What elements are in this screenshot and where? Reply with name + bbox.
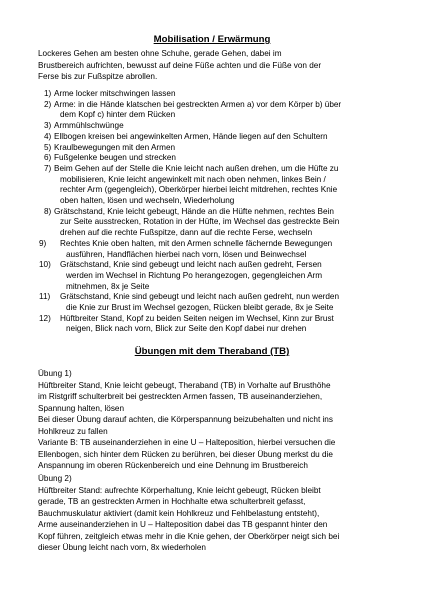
list-item: [38, 132, 408, 143]
item-text: Beim Gehen auf der Stelle die Knie leicht nach außen drehen, um die Hüfte zu: [54, 163, 339, 173]
item-text: Arme locker mitschwingen lassen: [54, 89, 176, 98]
item-text: Grätschstand, Knie sind gebeugt und leicht nach außen gedreht, Fersen: [60, 260, 322, 270]
item-text: dem Kopf c) hinter dem Rücken: [60, 110, 176, 120]
item-text: Armmühlschwünge: [54, 121, 124, 131]
list-item: [38, 89, 408, 100]
item-text: neigen, Blick nach vorn, Blick zur Seite den Kopf dabei nur drehen: [66, 324, 307, 334]
mobilisation-intro: [38, 48, 398, 83]
exercise-line: Variante B: TB auseinanderziehen in eine U – Halteposition, hierbei versuchen die: [38, 438, 336, 447]
exercise-line: Arme auseinanderziehen in U – Halteposition dabei das TB gespannt hinter den: [38, 520, 328, 529]
item-text: mobilisieren, Knie leicht angewinkelt mit nach oben nehmen, linkes Bein /: [60, 174, 326, 184]
exercise-label: Übung 1): [38, 369, 72, 378]
list-item: [38, 260, 408, 292]
item-text: Kraulbewegungen mit den Armen: [54, 142, 176, 152]
item-number: 7): [44, 163, 52, 173]
exercise-line: Hohlkreuz zu fallen: [38, 426, 108, 436]
item-text: Fußgelenke beugen und strecken: [54, 153, 176, 163]
item-number: 10): [39, 260, 51, 270]
item-text: mitnehmen, 8x je Seite: [66, 281, 150, 291]
exercise-2: [38, 473, 398, 554]
item-text: Arme: in die Hände klatschen bei gestreckten Armen a) vor dem Körper b) über: [54, 99, 342, 109]
item-text: Grätschstand, Knie sind gebeugt und leicht nach außen gedreht, nun werden: [60, 292, 340, 302]
item-text: oben halten, lösen und wechseln, Wiederholung: [60, 196, 235, 206]
exercise-line: dieser Übung leicht nach vorn, 8x wiederholen: [38, 543, 206, 552]
item-text: die Knie zur Brust im Wechsel gezogen, Rücken bleibt gerade, 8x je Seite: [66, 303, 334, 313]
exercise-line: im Ristgriff schulterbreit bei gestreckten Armen fassen, TB auseinanderziehen,: [38, 392, 323, 401]
item-number: 5): [44, 142, 52, 152]
list-item: [38, 207, 408, 239]
list-item: [38, 292, 408, 313]
item-text: werden im Wechsel in Richtung Po herangezogen, gegengleichen Arm: [66, 270, 323, 280]
intro-line: Lockeres Gehen am besten ohne Schuhe, gerade Gehen, dabei im: [38, 49, 282, 58]
list-item: [38, 164, 408, 207]
item-number: 2): [44, 99, 52, 109]
list-item: [38, 153, 408, 164]
intro-line: Ferse bis zur Fußspitze abrollen.: [38, 72, 158, 81]
exercise-line: Bauchmuskulatur aktiviert (damit kein Hohlkreuz und Fehlbelastung entsteht),: [38, 508, 320, 518]
mobilisation-list: [38, 89, 408, 335]
list-item: [38, 121, 408, 132]
item-text: ausführen, Handflächen hierbei nach vorn, lösen und Beinwechsel: [66, 249, 307, 259]
item-number: 4): [44, 131, 52, 141]
list-item: [38, 143, 408, 154]
exercise-line: Bei dieser Übung darauf achten, die Körperspannung beizubehalten und nicht ins: [38, 415, 333, 424]
item-text: drehen auf die rechte Fußspitze, dann auf die rechte Ferse, wechseln: [60, 228, 313, 238]
item-number: 11): [39, 292, 51, 302]
exercise-line: Kopf führen, zeitgleich etwas mehr in die Knie gehen, der Oberkörper neigt sich bei: [38, 531, 340, 541]
item-number: 6): [44, 153, 52, 163]
exercise-line: Spannung halten, lösen: [38, 403, 125, 413]
list-item: [38, 100, 408, 121]
intro-line: Brustbereich aufrichten, bewusst auf deine Füße achten und die Füße von der: [38, 60, 322, 70]
item-number: 9): [39, 238, 47, 248]
exercise-label: Übung 2): [38, 474, 72, 483]
item-number: 12): [39, 313, 51, 323]
list-item: [38, 239, 408, 260]
exercise-line: Ellenbogen, sich hinter dem Rücken zu berühren, bei dieser Übung merkst du die: [38, 449, 333, 459]
exercise-line: Hüftbreiter Stand, Knie leicht gebeugt, Theraband (TB) in Vorhalte auf Brusthöhe: [38, 380, 331, 390]
item-text: Hüftbreiter Stand, Kopf zu beiden Seiten neigen im Wechsel, Kinn zur Brust: [60, 313, 334, 323]
item-number: 8): [44, 206, 52, 216]
exercise-1: [38, 368, 398, 472]
mobilisation-heading: Mobilisation / Erwärmung: [153, 34, 271, 45]
item-number: 3): [44, 121, 52, 131]
theraband-heading: Übungen mit dem Theraband (TB): [134, 346, 290, 357]
item-text: rechter Arm (gegengleich), Oberkörper hierbei leicht mitdrehen, rechtes Knie: [60, 185, 338, 195]
exercise-line: Anspannung im oberen Rückenbereich und eine Dehnung im Brustbereich: [38, 461, 308, 470]
exercise-line: Hüftbreiter Stand: aufrechte Körperhaltung, Knie leicht gebeugt, Rücken bleibt: [38, 485, 321, 495]
item-text: zur Seite ausstrecken, Rotation in der Hüfte, im Wechsel das gestreckte Bein: [60, 217, 340, 227]
item-text: Grätschstand, Knie leicht gebeugt, Hände an die Hüfte nehmen, rechtes Bein: [54, 206, 334, 216]
item-number: 1): [44, 89, 52, 98]
item-text: Ellbogen kreisen bei angewinkelten Armen, Hände liegen auf den Schultern: [54, 131, 328, 141]
list-item: [38, 314, 408, 335]
item-text: Rechtes Knie oben halten, mit den Armen schnelle fächernde Bewegungen: [60, 238, 333, 248]
exercise-line: gerade, TB an gestreckten Armen in Hochhalte etwa schulterbreit gefasst,: [38, 497, 306, 506]
